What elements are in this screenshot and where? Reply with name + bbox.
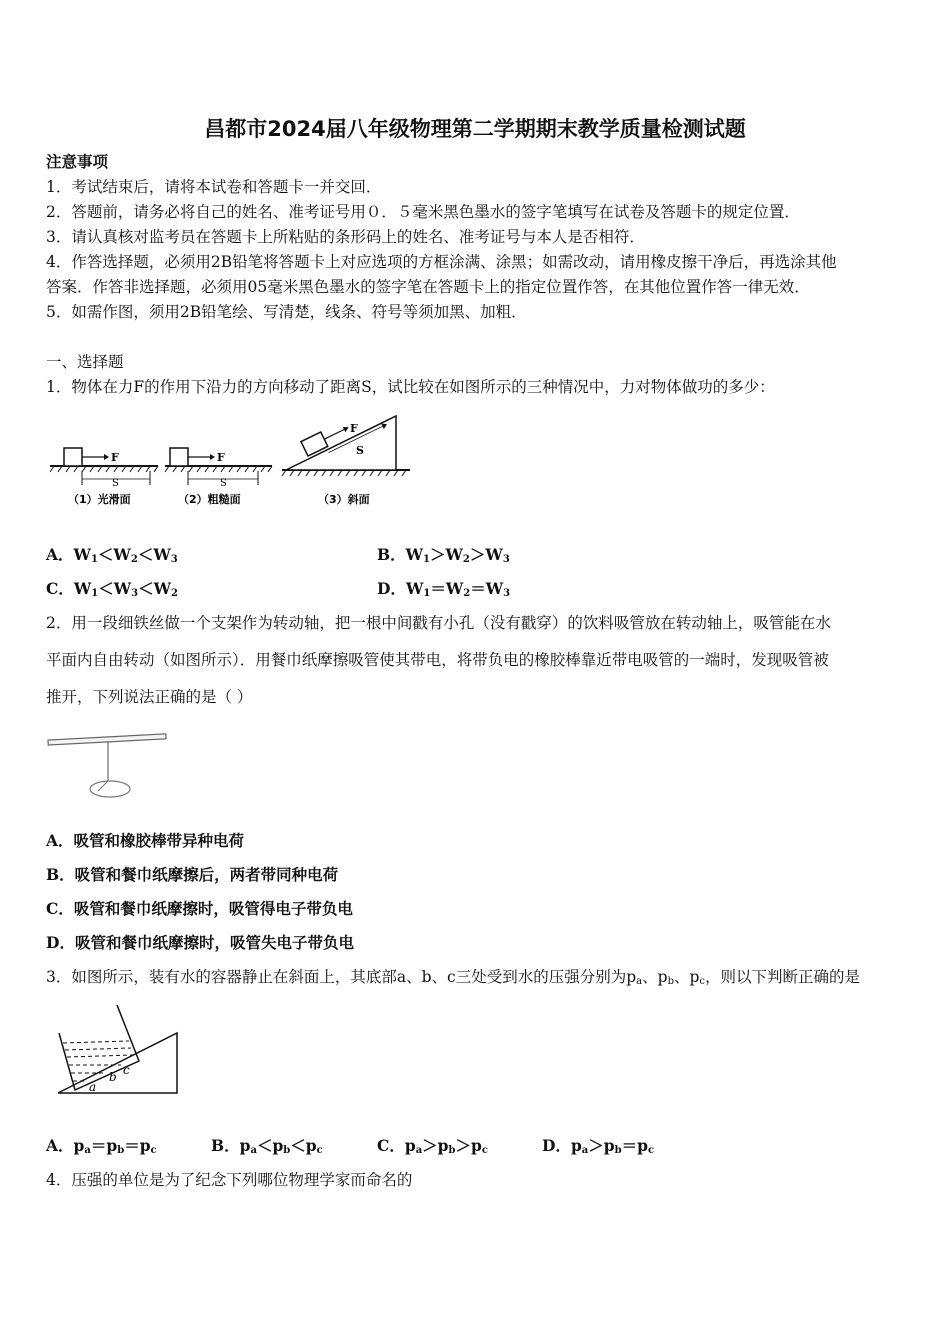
option-c: C．$W_1<W_3<W_2$ bbox=[46, 579, 179, 599]
option-a: A．$p_a=p_b=p_c$ bbox=[46, 1136, 157, 1156]
notice-item: 3．请认真核对监考员在答题卡上所粘贴的条形码上的姓名、准考证号与本人是否相符． bbox=[46, 228, 645, 246]
caption-rough: （2）粗糙面 bbox=[178, 493, 241, 506]
option-a: A．$W_1<W_2<W_3$ bbox=[46, 545, 178, 565]
notice-heading: 注意事项 bbox=[46, 152, 109, 171]
point-label-b: b bbox=[109, 1070, 117, 1084]
page-title: 昌都市2024届八年级物理第二学期期末教学质量检测试题 bbox=[204, 117, 746, 141]
notice-item: 5．如需作图，须用2B铅笔绘、写清楚，线条、符号等须加黑、加粗． bbox=[46, 303, 527, 321]
force-label: F bbox=[111, 451, 119, 464]
caption-incline: （3）斜面 bbox=[318, 493, 370, 506]
question-2-text: 2．用一段细铁丝做一个支架作为转动轴，把一根中间戳有小孔（没有戳穿）的饮料吸管放在转动轴上，吸管能在水 bbox=[46, 614, 831, 632]
q1-figure bbox=[50, 410, 415, 510]
option-c: C．$p_a>p_b>p_c$ bbox=[377, 1136, 488, 1156]
section-heading: 一、选择题 bbox=[46, 353, 124, 371]
distance-label: S bbox=[356, 444, 364, 457]
question-2-text: 推开，下列说法正确的是（ ） bbox=[46, 688, 253, 706]
point-label-a: a bbox=[89, 1080, 97, 1094]
option-d: D．$p_a>p_b=p_c$ bbox=[542, 1136, 655, 1156]
option-c: C．吸管和餐巾纸摩擦时，吸管得电子带负电 bbox=[46, 899, 353, 918]
option-a: A．吸管和橡胶棒带异种电荷 bbox=[46, 831, 245, 850]
option-b: B．$W_1>W_2>W_3$ bbox=[377, 545, 510, 565]
question-4-text: 4．压强的单位是为了纪念下列哪位物理学家而命名的 bbox=[46, 1171, 413, 1189]
notice-item: 1．考试结束后，请将本试卷和答题卡一并交回． bbox=[46, 178, 382, 196]
notice-item: 2．答题前，请务必将自己的姓名、准考证号用０．５毫米黑色墨水的签字笔填写在试卷及答题卡的规定位置． bbox=[46, 203, 800, 221]
force-label: F bbox=[350, 422, 358, 435]
question-3-text: 3．如图所示，装有水的容器静止在斜面上，其底部a、b、c三处受到水的压强分别为$p_a$、$p_b$、$p_c$，则以下判断正确的是 bbox=[46, 968, 861, 987]
option-b: B．吸管和餐巾纸摩擦后，两者带同种电荷 bbox=[46, 865, 339, 884]
question-2-text: 平面内自由转动（如图所示）．用餐巾纸摩擦吸管使其带电，将带负电的橡胶棒靠近带电吸管的一端时，发现吸管被 bbox=[46, 651, 829, 669]
option-b: B．$p_a<p_b<p_c$ bbox=[211, 1136, 323, 1156]
option-d: D．吸管和餐巾纸摩擦时，吸管失电子带负电 bbox=[46, 933, 354, 952]
distance-label: S bbox=[220, 478, 227, 489]
notice-item: 4．作答选择题，必须用2B铅笔将答题卡上对应选项的方框涂满、涂黑；如需改动，请用橡皮擦干净后，再选涂其他 bbox=[46, 253, 837, 271]
option-d: D．$W_1=W_2=W_3$ bbox=[377, 579, 511, 599]
notice-item: 答案．作答非选择题，必须用05毫米黑色墨水的签字笔在答题卡上的指定位置作答，在其他位置作答一律无效． bbox=[46, 278, 810, 296]
question-1-text: 1．物体在力F的作用下沿力的方向移动了距离S，试比较在如图所示的三种情况中，力对物体做功的多少： bbox=[46, 378, 775, 396]
q2-figure bbox=[46, 725, 176, 805]
q3-figure bbox=[55, 1003, 180, 1098]
distance-label: S bbox=[112, 478, 119, 489]
point-label-c: c bbox=[123, 1063, 130, 1077]
force-label: F bbox=[217, 451, 225, 464]
caption-smooth: （1）光滑面 bbox=[68, 493, 131, 506]
